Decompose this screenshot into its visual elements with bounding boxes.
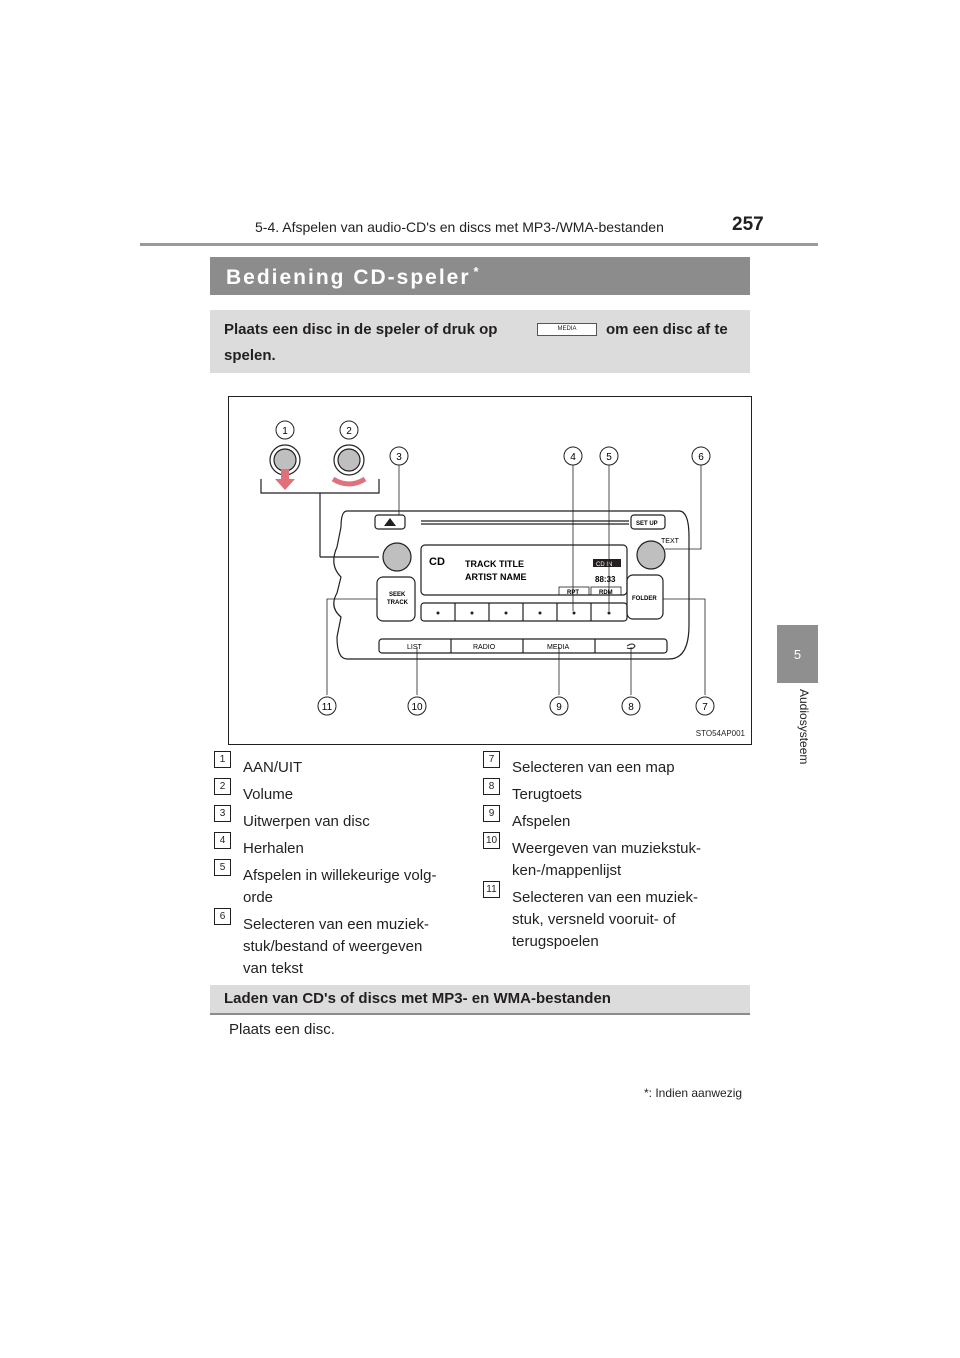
footnote-text: : Indien aanwezig xyxy=(648,1086,743,1100)
legend-item-4 xyxy=(219,835,304,860)
legend-item-9 xyxy=(488,808,571,833)
callout-5: 5 xyxy=(606,452,612,463)
intro-box xyxy=(210,310,750,373)
legend-item-7 xyxy=(488,754,675,779)
legend-item-6 xyxy=(219,911,429,980)
legend-text: Terugtoets xyxy=(512,786,583,803)
legend-number: 7 xyxy=(483,751,500,768)
legend-text: Volume xyxy=(243,786,294,803)
section-title-bar xyxy=(210,257,750,295)
chapter-number: 5 xyxy=(793,646,802,662)
callout-6: 6 xyxy=(698,452,704,463)
legend-text: AAN/UIT xyxy=(243,759,303,776)
legend-text: Selecteren van een muziek- xyxy=(243,916,429,933)
legend-number: 10 xyxy=(483,832,500,849)
eject-icon xyxy=(384,518,396,526)
legend-item-10 xyxy=(485,835,701,882)
callout-2: 2 xyxy=(346,426,352,437)
callout-8: 8 xyxy=(628,702,634,713)
footnote-marker: * xyxy=(644,1086,649,1100)
legend-text: ken-/mappenlijst xyxy=(512,862,622,879)
media-button-icon: MEDIA xyxy=(537,323,597,336)
callout-11: 11 xyxy=(321,702,333,713)
callout-10: 10 xyxy=(411,702,423,713)
display-time: 88:33 xyxy=(595,575,616,584)
list-label: LIST xyxy=(407,644,422,651)
intro-text-line2: spelen. xyxy=(224,347,276,364)
seek-label: SEEK xyxy=(389,592,406,598)
section-title xyxy=(226,264,481,290)
callout-1: 1 xyxy=(282,426,288,437)
legend-item-1 xyxy=(219,754,303,779)
media-label: MEDIA xyxy=(547,644,570,651)
legend-number: 5 xyxy=(214,859,231,876)
legend-number: 3 xyxy=(214,805,231,822)
legend-number: 8 xyxy=(483,778,500,795)
chapter-label: Audiosysteem xyxy=(797,689,811,765)
legend-text: stuk/bestand of weergeven xyxy=(243,938,423,955)
display-rpt: RPT xyxy=(567,590,579,596)
legend-text: Selecteren van een muziek- xyxy=(512,889,698,906)
body-text: Plaats een disc. xyxy=(229,1021,335,1038)
legend-item-11 xyxy=(486,884,698,953)
legend-item-2 xyxy=(219,781,294,806)
legend-text: van tekst xyxy=(243,960,304,977)
legend-number: 6 xyxy=(214,908,231,925)
text-label: TEXT xyxy=(661,538,679,545)
legend-number: 2 xyxy=(214,778,231,795)
legend-text: Afspelen in willekeurige volg- xyxy=(243,867,437,884)
callout-3: 3 xyxy=(396,452,402,463)
callout-7: 7 xyxy=(702,702,708,713)
track-label: TRACK xyxy=(387,600,408,606)
display-cd-in: CD IN xyxy=(596,562,613,568)
legend-number: 4 xyxy=(214,832,231,849)
legend-number: 11 xyxy=(483,881,500,898)
asterisk-marker: * xyxy=(473,264,481,279)
legend-number: 1 xyxy=(214,751,231,768)
rotate-arrow-icon xyxy=(333,479,365,484)
legend-item-5 xyxy=(219,862,437,909)
intro-text-part1: Plaats een disc in de speler of druk op xyxy=(224,321,498,338)
push-arrow-icon xyxy=(275,469,295,490)
legend-text: Selecteren van een map xyxy=(512,759,675,776)
legend-text: stuk, versneld vooruit- of xyxy=(512,911,676,928)
header-rule xyxy=(140,243,818,246)
legend-text: Uitwerpen van disc xyxy=(243,813,370,830)
display-artist-name: ARTIST NAME xyxy=(465,572,527,582)
figure-code: STO54AP001 xyxy=(695,729,745,738)
subsection-title: Laden van CD's of discs met MP3- en WMA-bestanden xyxy=(224,990,611,1007)
legend-text: Afspelen xyxy=(512,813,571,830)
legend-text: Weergeven van muziekstuk- xyxy=(512,840,701,857)
intro-text-part2: om een disc af te xyxy=(606,321,728,338)
footnote xyxy=(644,1086,742,1100)
running-header: 5-4. Afspelen van audio-CD's en discs met MP3-/WMA-bestanden xyxy=(255,219,664,235)
legend-text: orde xyxy=(243,889,274,906)
setup-label: SET UP xyxy=(636,521,658,527)
legend-text: terugspoelen xyxy=(512,933,599,950)
display-track-title: TRACK TITLE xyxy=(465,559,524,569)
cd-player-illustration xyxy=(229,397,751,744)
callout-4: 4 xyxy=(570,452,576,463)
cd-player-figure xyxy=(228,396,752,745)
legend-number: 9 xyxy=(483,805,500,822)
chapter-tab xyxy=(777,625,818,683)
legend-text: Herhalen xyxy=(243,840,304,857)
display-cd-label: CD xyxy=(429,556,445,568)
callout-9: 9 xyxy=(556,702,562,713)
page-number: 257 xyxy=(732,214,764,235)
legend-item-3 xyxy=(219,808,370,833)
subsection-bar xyxy=(210,985,750,1015)
folder-label: FOLDER xyxy=(632,596,657,602)
radio-label: RADIO xyxy=(473,644,496,651)
display-rdm: RDM xyxy=(599,590,613,596)
legend-item-8 xyxy=(488,781,583,806)
section-title-text: Bediening CD-speler xyxy=(226,266,471,289)
